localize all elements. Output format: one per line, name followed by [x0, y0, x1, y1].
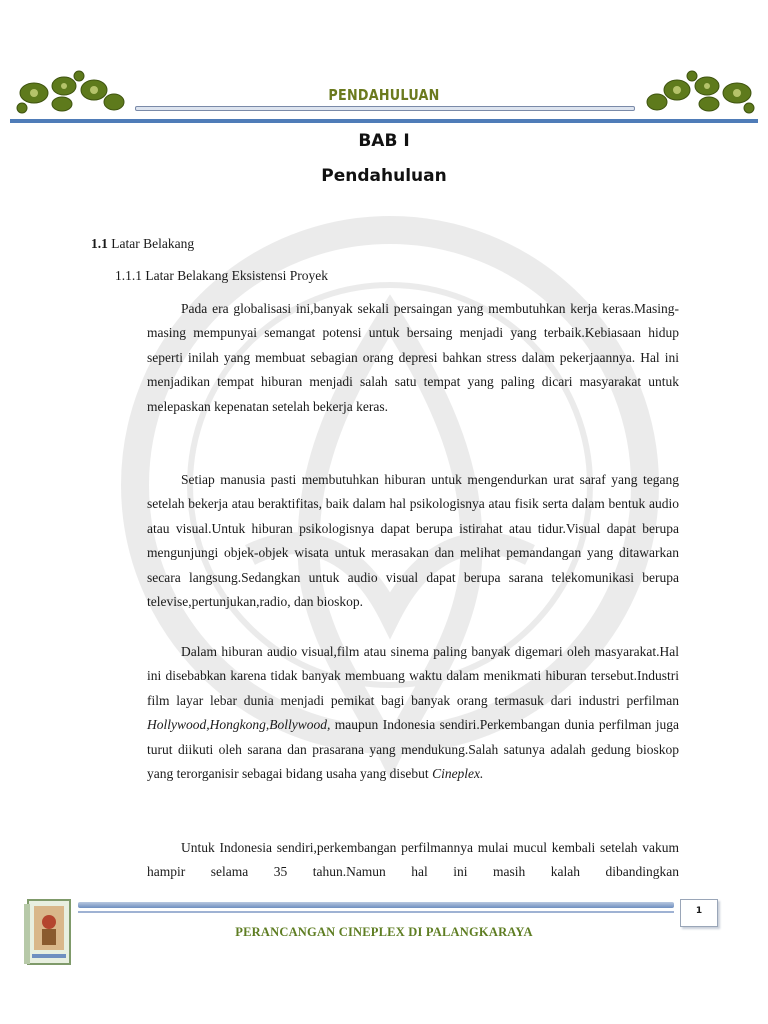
chapter-number: BAB I: [358, 131, 410, 151]
paragraph-3-italic-studios: Hollywood,Hongkong,Bollywood,: [147, 717, 331, 733]
chapter-title: Pendahuluan: [321, 166, 447, 186]
paragraph-3-italic-cineplex: Cineplex.: [432, 766, 484, 782]
section-label: Latar Belakang: [111, 236, 195, 251]
footer-divider-line: [78, 911, 674, 913]
paragraph-4: Untuk Indonesia sendiri,perkembangan perfilmannya mulai mucul kembali setelah vakum hampir selama 35 tahun.Namun hal ini masih kalah dibandingkan: [147, 840, 679, 880]
section-number: 1.1: [91, 236, 108, 251]
header-divider-thick: [10, 119, 758, 123]
paragraph-3: [147, 640, 679, 786]
paragraph-1: Pada era globalisasi ini,banyak sekali persaingan yang membutuhkan kerja keras.Masing-masing mempunyai semangat potensi untuk bersaing menjadi yang terbaik.Kebiasaan hidup seperti inilah yang membuat sebagian orang depresi bahkan stress dalam pekerjaannya. Hal ini menjadikan tempat hiburan menjadi salah satu tempat yang paling dicari masyarakat untuk melepaskan kepenatan setelah bekerja keras.: [147, 301, 679, 414]
footer-title: PERANCANGAN CINEPLEX DI PALANGKARAYA: [235, 925, 533, 939]
paragraph-2: Setiap manusia pasti membutuhkan hiburan untuk mengendurkan urat saraf yang tegang setelah bekerja atau beraktifitas, baik dalam hal psikologisnya atau fisik serta dalam bentuk audio atau visual.Untuk hiburan psikologisnya dapat berupa istirahat atau tidur.Visual dapat berupa mengunjungi objek-objek wisata untuk merasakan dan melihat pemandangan yang ditawarkan secara langsung.Sedangkan untuk audio visual dapat berupa sarana telekomunikasi berupa televise,pertunjukan,radio, dan bioskop.: [147, 472, 679, 610]
header-title: PENDAHULUAN: [328, 86, 440, 104]
paragraph-3-text-b: maupun Indonesia sendiri.Perkembangan dunia perfilman juga turut diikuti oleh sarana dan prasarana yang mendukung.Salah satunya adalah gedung bioskop yang terorganisir sebagai bidang usaha yang disebut: [147, 717, 679, 782]
footer-divider: [78, 902, 674, 908]
paragraph-3-text-a: Dalam hiburan audio visual,film atau sinema paling banyak digemari oleh masyarakat.Hal ini disebabkan karena tidak banyak membuang waktu dalam menikmati hiburan tersebut.Industri film layar lebar dunia menjadi pemikat bagi banyak orang termasuk dari industri perfilman: [147, 644, 679, 708]
section-heading-1-1: [91, 236, 194, 252]
section-heading-1-1-1: 1.1.1 Latar Belakang Eksistensi Proyek: [115, 268, 328, 283]
header-divider-thin: [135, 106, 635, 111]
page-number: 1: [680, 899, 718, 927]
